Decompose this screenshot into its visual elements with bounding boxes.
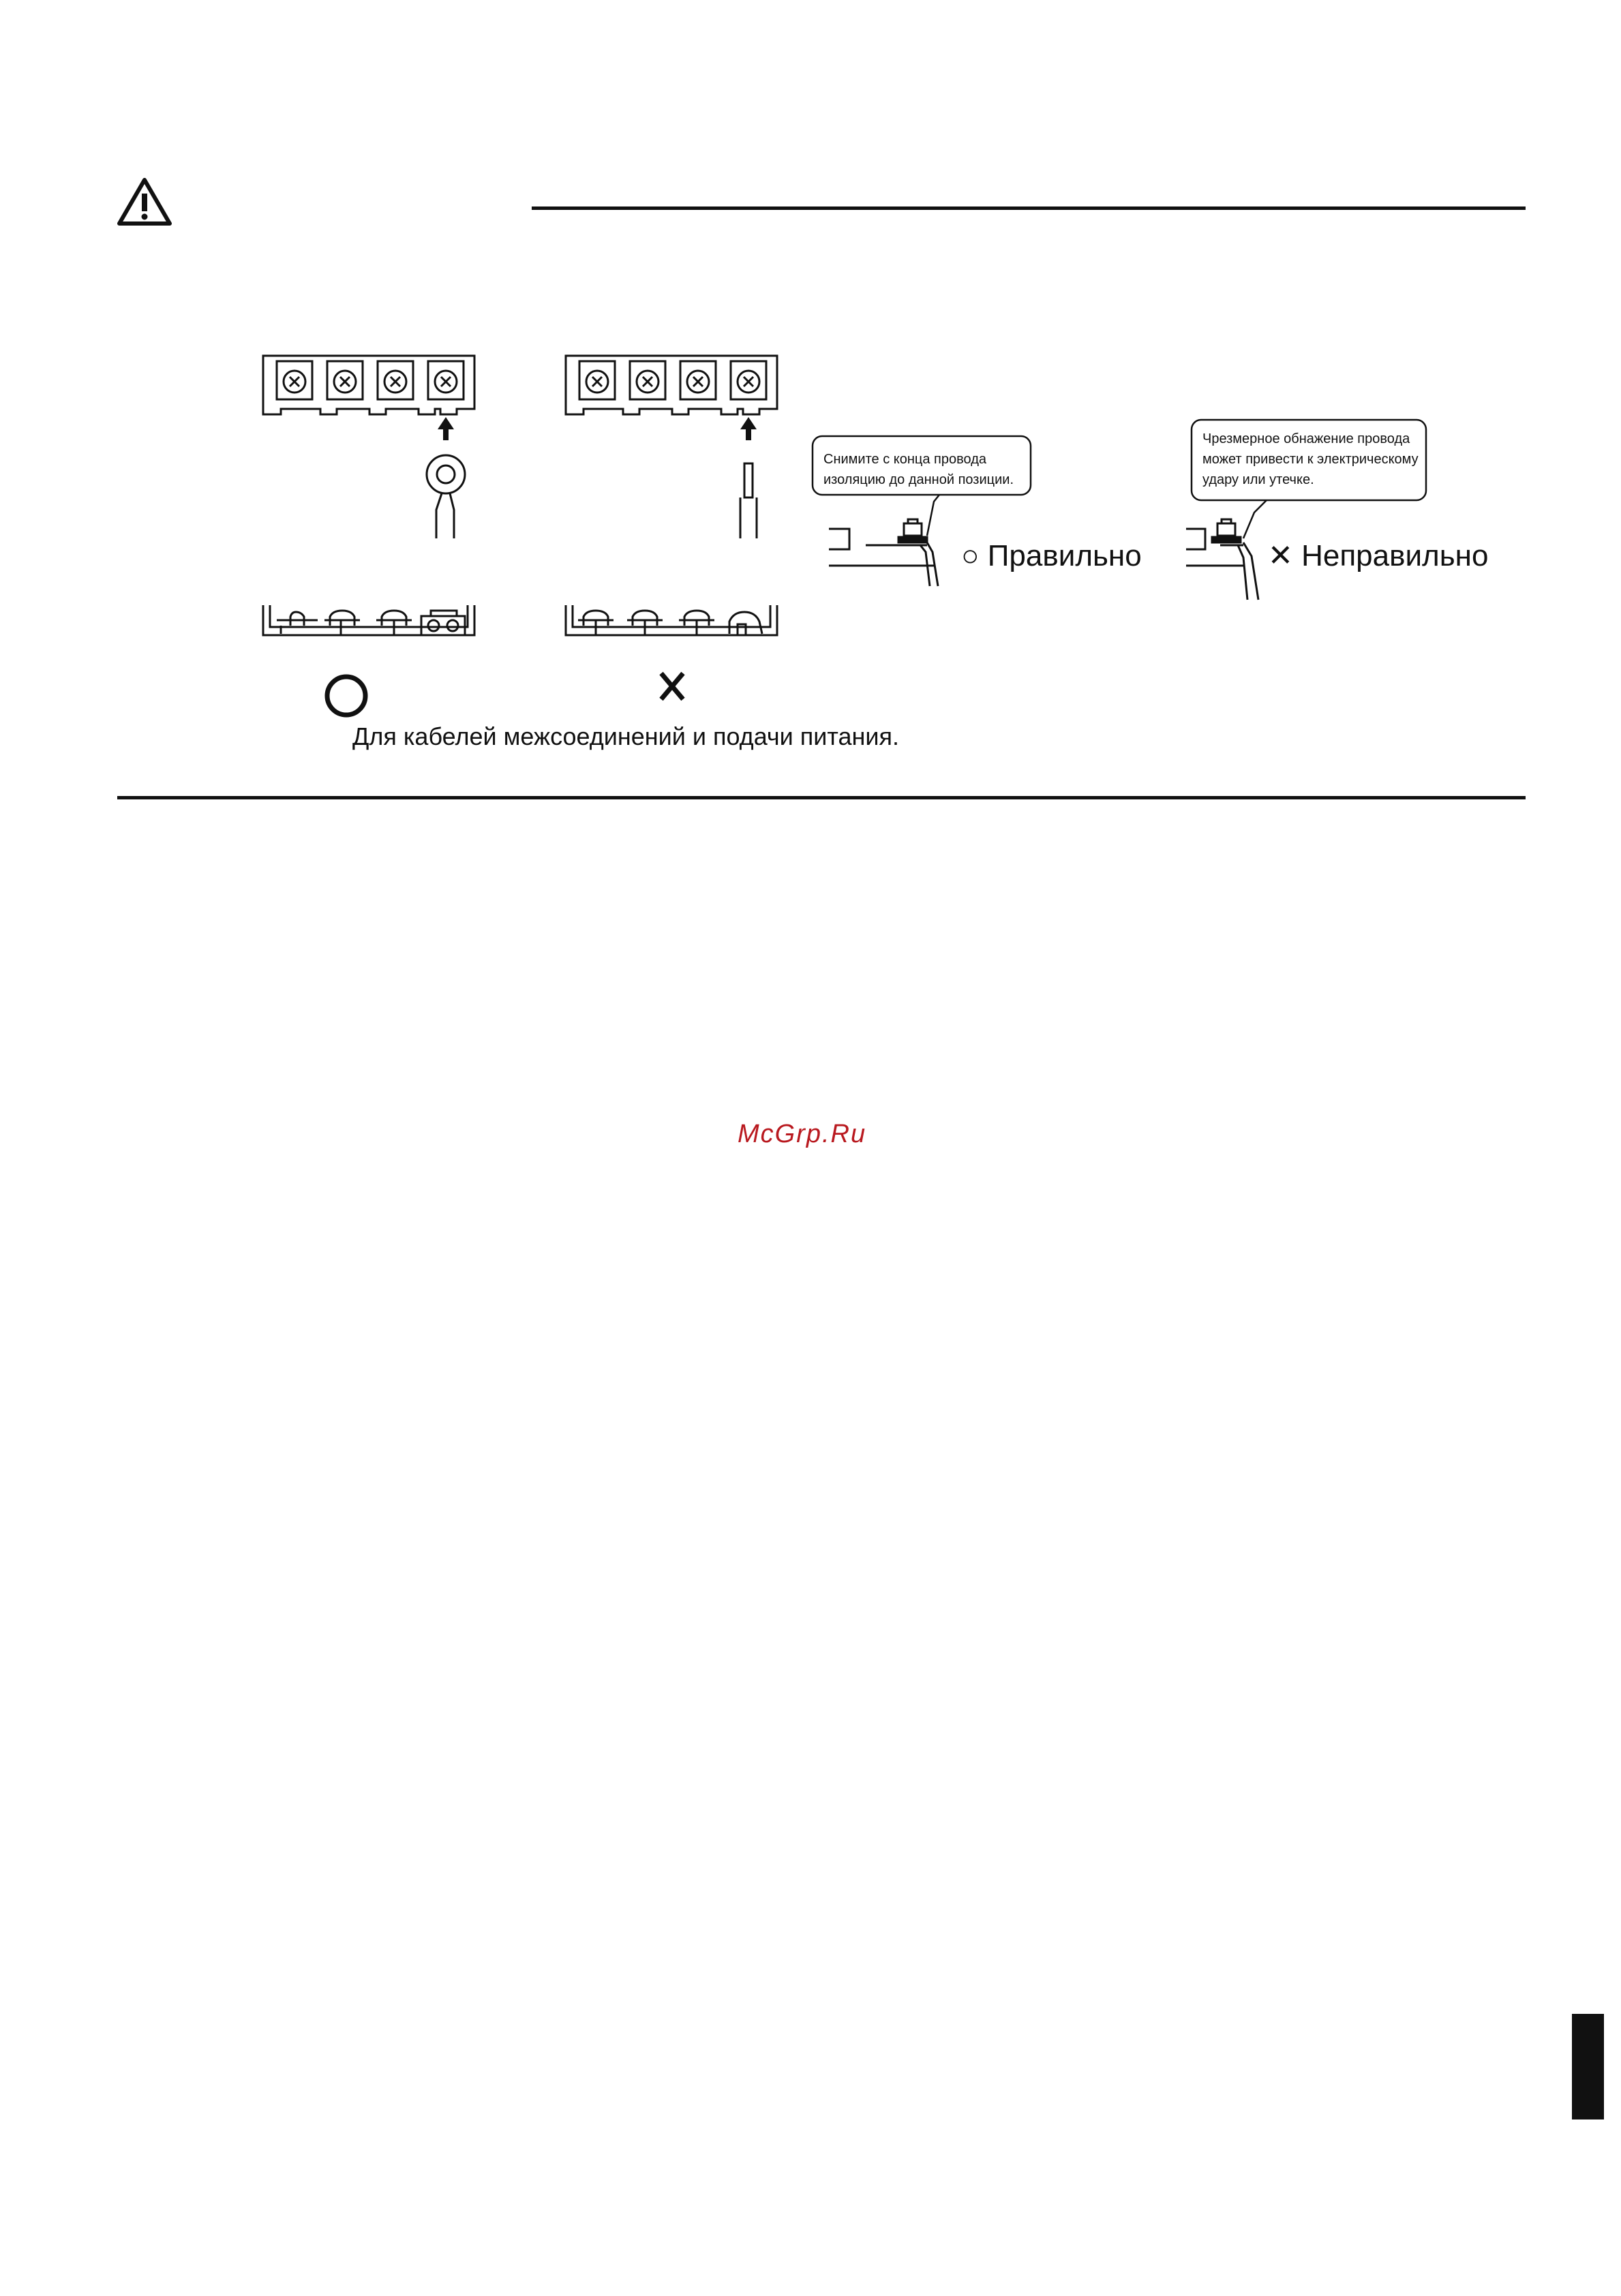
callout-strip-line1: Снимите с конца провода — [823, 452, 986, 467]
wrong-mark-icon — [661, 673, 683, 699]
arrow-up-icon — [740, 417, 757, 440]
terminal-block-correct-top — [263, 356, 474, 414]
bottom-rule — [117, 796, 1526, 799]
bare-wire-icon — [740, 463, 757, 538]
wire-strip-excess-detail — [1186, 519, 1258, 600]
callout-excess-line3: удару или утечке. — [1202, 472, 1314, 487]
label-correct: ○ Правильно — [961, 539, 1142, 572]
watermark: McGrp.Ru — [738, 1120, 867, 1148]
top-rule — [532, 206, 1526, 210]
callout-strip-line2: изоляцию до данной позиции. — [823, 472, 1014, 487]
label-incorrect: ✕ Неправильно — [1268, 539, 1489, 572]
warning-triangle-icon — [117, 177, 172, 226]
ring-terminal-icon — [427, 455, 465, 538]
wire-strip-correct-detail — [829, 519, 938, 586]
terminal-block-wrong-top — [566, 356, 777, 414]
diagram-caption: Для кабелей межсоединений и подачи питания. — [352, 722, 899, 750]
correct-mark-icon — [327, 677, 365, 715]
callout-excess-line2: может привести к электрическому — [1202, 452, 1419, 467]
terminal-block-wrong-side — [566, 605, 777, 635]
wiring-diagram — [252, 341, 1547, 722]
terminal-block-correct-side — [263, 605, 474, 635]
arrow-up-icon — [438, 417, 454, 440]
callout-excess-line1: Чрезмерное обнажение провода — [1202, 431, 1410, 446]
language-tab — [1572, 2014, 1604, 2119]
